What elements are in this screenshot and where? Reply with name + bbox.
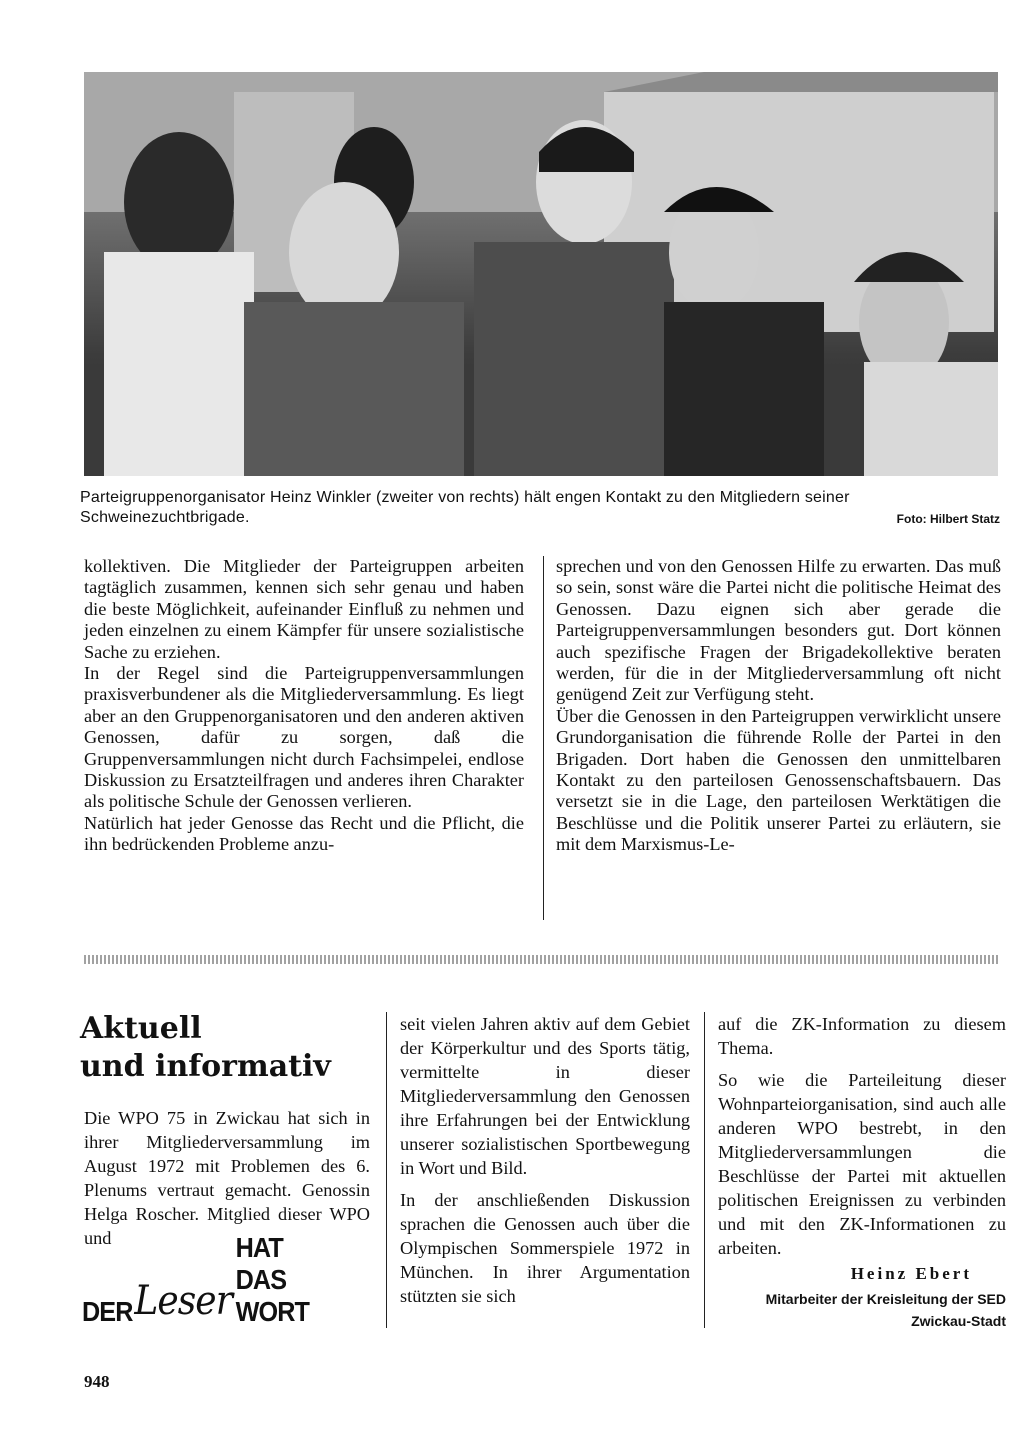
paragraph: kollektiven. Die Mitglieder der Parteigruppen arbeiten tagtäglich zusammen, kennen sich sehr genau und haben die beste Möglichkeit, aufeinander Einfluß zu nehmen und jeden einzelnen zu einem Kämpfer für unsere sozialistische Sache zu erziehen. xyxy=(84,556,524,662)
paragraph: auf die ZK-Information zu diesem Thema. xyxy=(718,1014,1006,1058)
signature-name: Heinz Ebert xyxy=(850,1264,972,1283)
logo-part-3: HAT DAS WORT xyxy=(235,1232,309,1327)
column-divider xyxy=(543,556,544,920)
photo-credit: Foto: Hilbert Statz xyxy=(896,512,1000,526)
column-divider xyxy=(386,1012,387,1328)
page-number: 948 xyxy=(84,1372,110,1391)
headline-line-1: Aktuell xyxy=(80,1011,202,1046)
column-divider xyxy=(704,1012,705,1328)
der-leser-hat-das-wort-logo xyxy=(82,1232,336,1328)
photo-illustration xyxy=(84,72,998,476)
paragraph: Natürlich hat jeder Genosse das Recht und die Pflicht, die ihn bedrückenden Probleme anzu- xyxy=(84,812,524,855)
signature-role: Mitarbeiter der Kreisleitung der SED Zwickau-Stadt xyxy=(765,1291,1006,1329)
photo-caption: Parteigruppenorganisator Heinz Winkler (zweiter von rechts) hält engen Kontakt zu den Mitgliedern seiner Schweinezuchtbrigade. xyxy=(80,489,850,526)
logo-part-2: Leser xyxy=(134,1278,233,1324)
top-column-1 xyxy=(84,556,524,856)
section-divider xyxy=(84,955,998,964)
paragraph: In der Regel sind die Parteigruppenversammlungen praxisverbundener als die Mitgliederversammlung. Es liegt aber an den Gruppenorganisatoren und den anderen aktiven Genossen, dafür zu sorgen, daß die Gruppenversammlungen nicht durch Fachsimpelei, endlose Diskussion zu Ersatzteilfragen und anderes ihren Charakter als politische Schule der Genossen verlieren. xyxy=(84,663,524,812)
bottom-column-2 xyxy=(400,1012,690,1308)
group-photo xyxy=(84,72,998,476)
paragraph: Die WPO 75 in Zwickau hat sich in ihrer Mitgliederversammlung im August 1972 mit Problemen des 6. Plenums vertraut gemacht. Genossin Helga Roscher. Mitglied dieser WPO und xyxy=(84,1108,370,1248)
paragraph: In der anschließenden Diskussion sprachen die Genossen auch über die Olympischen Sommerspiele 1972 in München. In ihrer Argumentation stützten sie sich xyxy=(400,1190,690,1306)
logo-part-1: DER xyxy=(82,1296,133,1327)
top-column-2 xyxy=(556,556,1001,856)
paragraph: sprechen und von den Genossen Hilfe zu erwarten. Das muß so sein, sonst wäre die Partei nicht die politische Heimat des Genossen. Dazu eignen sich aber gerade die Parteigruppenversammlungen besonders gut. Dort können auch spezifische Fragen der Brigadekollektive beraten werden, für die in der Mitgliederversammlung oft nicht genügend Zeit zur Verfügung steht. xyxy=(556,556,1001,705)
headline-line-2: und informativ xyxy=(80,1049,331,1084)
paragraph: Über die Genossen in den Parteigruppen verwirklicht unsere Grundorganisation die führende Rolle der Partei in den Brigaden. Dort haben die Genossen den unmittelbaren Kontakt zu den parteilosen Genossenschaftsbauern. Das versetzt sie in die Lage, den parteilosen Werktätigen die Beschlüsse und die Politik unserer Partei zu erläutern, sie mit dem Marxismus-Le- xyxy=(556,705,1001,855)
bottom-column-1 xyxy=(84,1106,370,1250)
bottom-column-3 xyxy=(718,1012,1006,1260)
paragraph: seit vielen Jahren aktiv auf dem Gebiet der Körperkultur und des Sports tätig, vermittelte in dieser Mitgliederversammlung den Genossen ihre Erfahrungen bei der Entwicklung unserer sozialistischen Sportbewegung in Wort und Bild. xyxy=(400,1014,690,1178)
paragraph: So wie die Parteileitung dieser Wohnparteiorganisation, sind auch alle anderen WPO bestrebt, in den Mitgliederversammlungen die Beschlüsse der Partei mit aktuellen politischen Ereignissen zu verbinden und mit den ZK-Informationen zu arbeiten. xyxy=(718,1070,1006,1258)
article-headline xyxy=(80,1010,331,1086)
